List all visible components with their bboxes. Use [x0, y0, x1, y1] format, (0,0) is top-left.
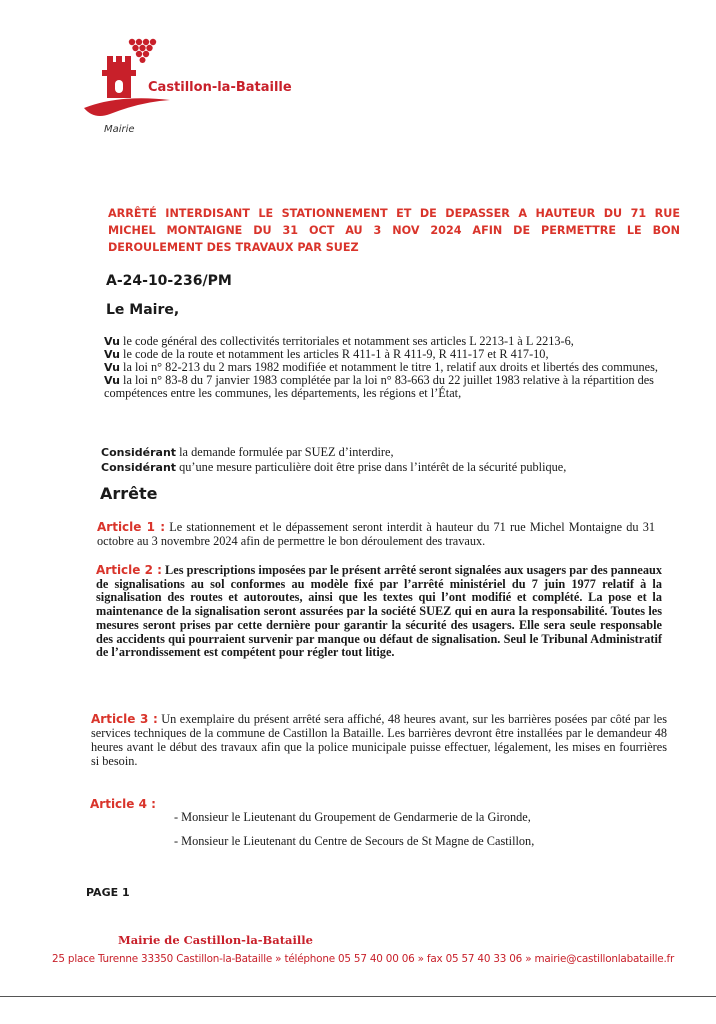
article-2-label: Article 2 :	[96, 563, 162, 577]
considerant-section	[101, 445, 691, 475]
article-3-label: Article 3 :	[91, 712, 158, 726]
article-4-label: Article 4 :	[90, 797, 156, 811]
footer-divider	[0, 996, 716, 997]
vu-section	[104, 335, 684, 400]
article-1-label: Article 1 :	[97, 520, 166, 534]
article-3	[91, 712, 667, 768]
vu-item: Vu le code de la route et notamment les articles R 411-1 à R 411-9, R 411-17 et R 417-10,	[104, 347, 549, 361]
arrete-heading: Arrête	[100, 484, 158, 503]
brand-name: Castillon-la-Bataille	[148, 80, 292, 95]
footer-address: 25 place Turenne 33350 Castillon-la-Bataille » téléphone 05 57 40 00 06 » fax 05 57 40 33 06 » mairie@castillonlabataille.fr	[52, 953, 675, 965]
mairie-label: Mairie	[104, 124, 135, 135]
article-4-recipient: - Monsieur le Lieutenant du Centre de Secours de St Magne de Castillon,	[174, 834, 535, 848]
decree-reference: A-24-10-236/PM	[106, 273, 232, 289]
vu-item: Vu le code général des collectivités territoriales et notamment ses articles L 2213-1 à L 2213-6,	[104, 334, 574, 348]
article-1-text: Le stationnement et le dépassement seront interdit à hauteur du 71 rue Michel Montaigne du 31 octobre au 3 novembre 2024 afin de permettre le bon déroulement des travaux.	[97, 520, 655, 548]
article-3-text: Un exemplaire du présent arrêté sera affiché, 48 heures avant, sur les barrières posées par côté par les services techniques de la commune de Castillon la Bataille. Les barrières devront être installées par le demandeur 48 heures avant le début des travaux afin que la police municipale puisse effectuer, légalement, les mises en fourrières si besoin.	[91, 712, 667, 768]
article-4-recipient: - Monsieur le Lieutenant du Groupement de Gendarmerie de la Gironde,	[174, 810, 531, 824]
article-1	[97, 520, 655, 548]
article-2	[96, 564, 662, 660]
considerant-item: Considérant qu’une mesure particulière doit être prise dans l’intérêt de la sécurité publique,	[101, 460, 567, 474]
footer-name: Mairie de Castillon-la-Bataille	[118, 933, 313, 947]
article-4	[90, 797, 650, 848]
vu-item: Vu la loi n° 82-213 du 2 mars 1982 modifiée et notamment le titre 1, relatif aux droits et libertés des communes,	[104, 360, 658, 374]
article-2-text: Les prescriptions imposées par le présent arrêté seront signalées aux usagers par des panneaux de signalisations au sol conformes au modèle fixé par l’arrêté ministériel du 7 juin 1977 relatif à la signalisation des routes et autoroutes, ainsi que les textes qui l’ont modifié et complété. La pose et la maintenance de la signalisation seront assurées par la société SUEZ qui en aura la responsabilité. Toutes les mesures seront prises par cette dernière pour garantir la sécurité des usagers. Elle sera seule responsable des accidents qui pourraient survenir par manque ou défaut de signalisation. Seul le Tribunal Administratif de l’arrondissement est compétent pour régler tout litige.	[96, 563, 662, 660]
le-maire-heading: Le Maire,	[106, 302, 180, 318]
considerant-item: Considérant la demande formulée par SUEZ d’interdire,	[101, 445, 394, 459]
vu-item: Vu la loi n° 83-8 du 7 janvier 1983 complétée par la loi n° 83-663 du 22 juillet 1983 relative à la répartition des compétences entre les communes, les départements, les régions et l’État,	[104, 373, 654, 400]
page-number: PAGE 1	[86, 886, 130, 899]
document-title: ARRÊTÉ INTERDISANT LE STATIONNEMENT ET DE DEPASSER A HAUTEUR DU 71 RUE MICHEL MONTAIGNE DU 31 OCT AU 3 NOV 2024 AFIN DE PERMETTRE LE BON DEROULEMENT DES TRAVAUX PAR SUEZ	[108, 207, 680, 254]
